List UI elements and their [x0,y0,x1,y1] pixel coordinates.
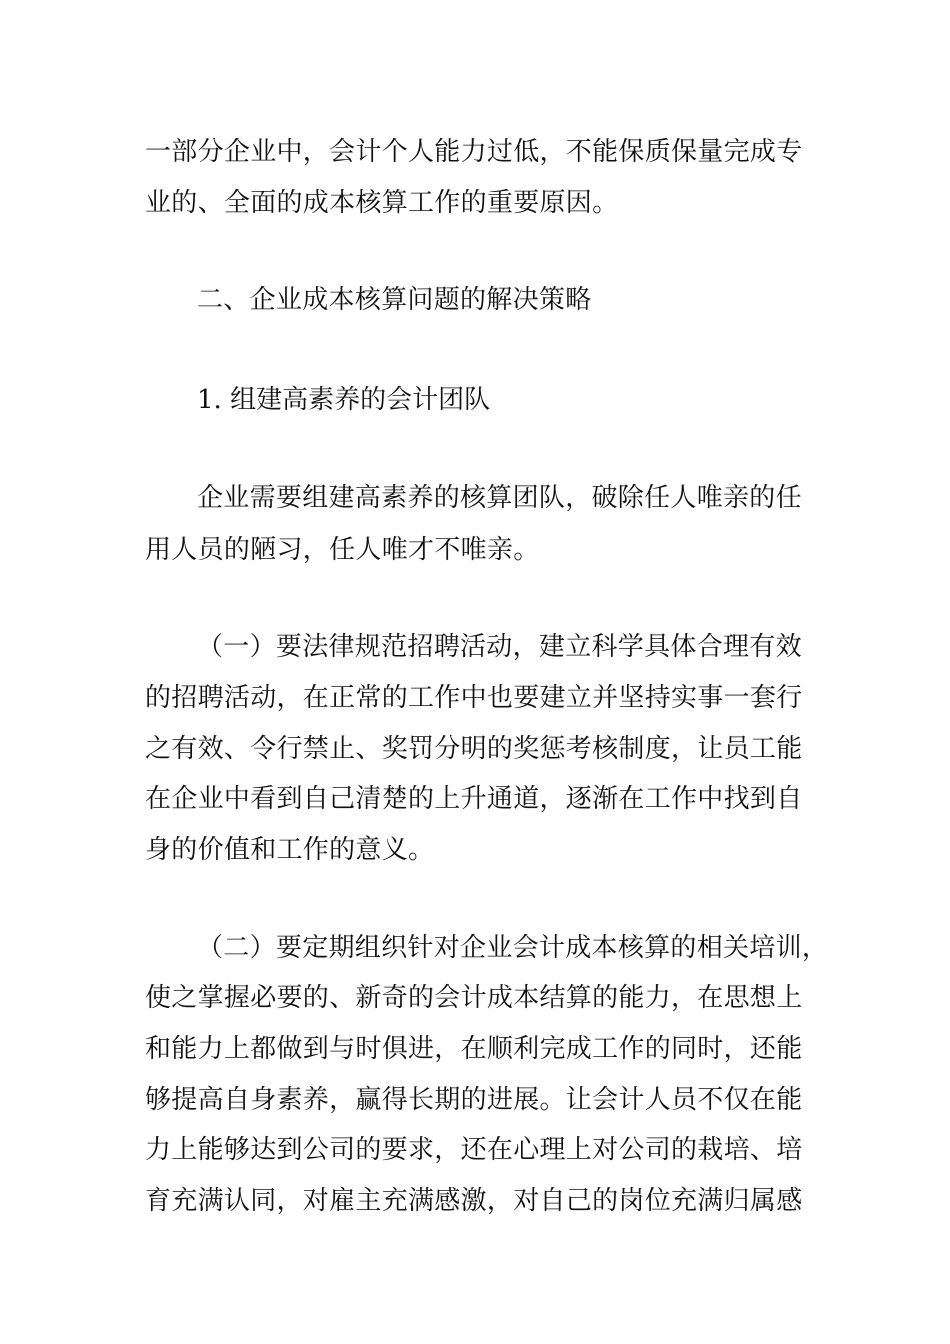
paragraph-5-line-3: 之有效、令行禁止、奖罚分明的奖惩考核制度，让员工能 [145,734,803,764]
paragraph-1-line-2: 业的、全面的成本核算工作的重要原因。 [145,188,619,218]
paragraph-6-line-1: （二）要定期组织针对企业会计成本核算的相关培训， [197,933,829,963]
paragraph-5-line-2: 的招聘活动，在正常的工作中也要建立并坚持实事一套行 [145,683,803,713]
paragraph-1-line-1: 一部分企业中，会计个人能力过低，不能保质保量完成专 [145,137,803,167]
section-heading: 二、企业成本核算问题的解决策略 [197,285,592,315]
paragraph-6-line-5: 力上能够达到公司的要求，还在心理上对公司的栽培、培 [145,1135,803,1165]
paragraph-5-line-5: 身的价值和工作的意义。 [145,835,435,865]
paragraph-5-line-1: （一）要法律规范招聘活动，建立科学具体合理有效 [197,632,802,662]
paragraph-6-line-6: 育充满认同，对雇主充满感激，对自己的岗位充满归属感 [145,1186,803,1216]
paragraph-4-line-1: 企业需要组建高素养的核算团队，破除任人唯亲的任 [197,483,802,513]
subsection-heading: 1. 组建高素养的会计团队 [197,385,491,415]
paragraph-6-line-2: 使之掌握必要的、新奇的会计成本结算的能力，在思想上 [145,983,803,1013]
paragraph-4-line-2: 用人员的陋习，任人唯才不唯亲。 [145,535,540,565]
paragraph-5-line-4: 在企业中看到自己清楚的上升通道，逐渐在工作中找到自 [145,784,803,814]
paragraph-6-line-4: 够提高自身素养，赢得长期的进展。让会计人员不仅在能 [145,1085,803,1115]
paragraph-6-line-3: 和能力上都做到与时俱进，在顺利完成工作的同时，还能 [145,1034,803,1064]
